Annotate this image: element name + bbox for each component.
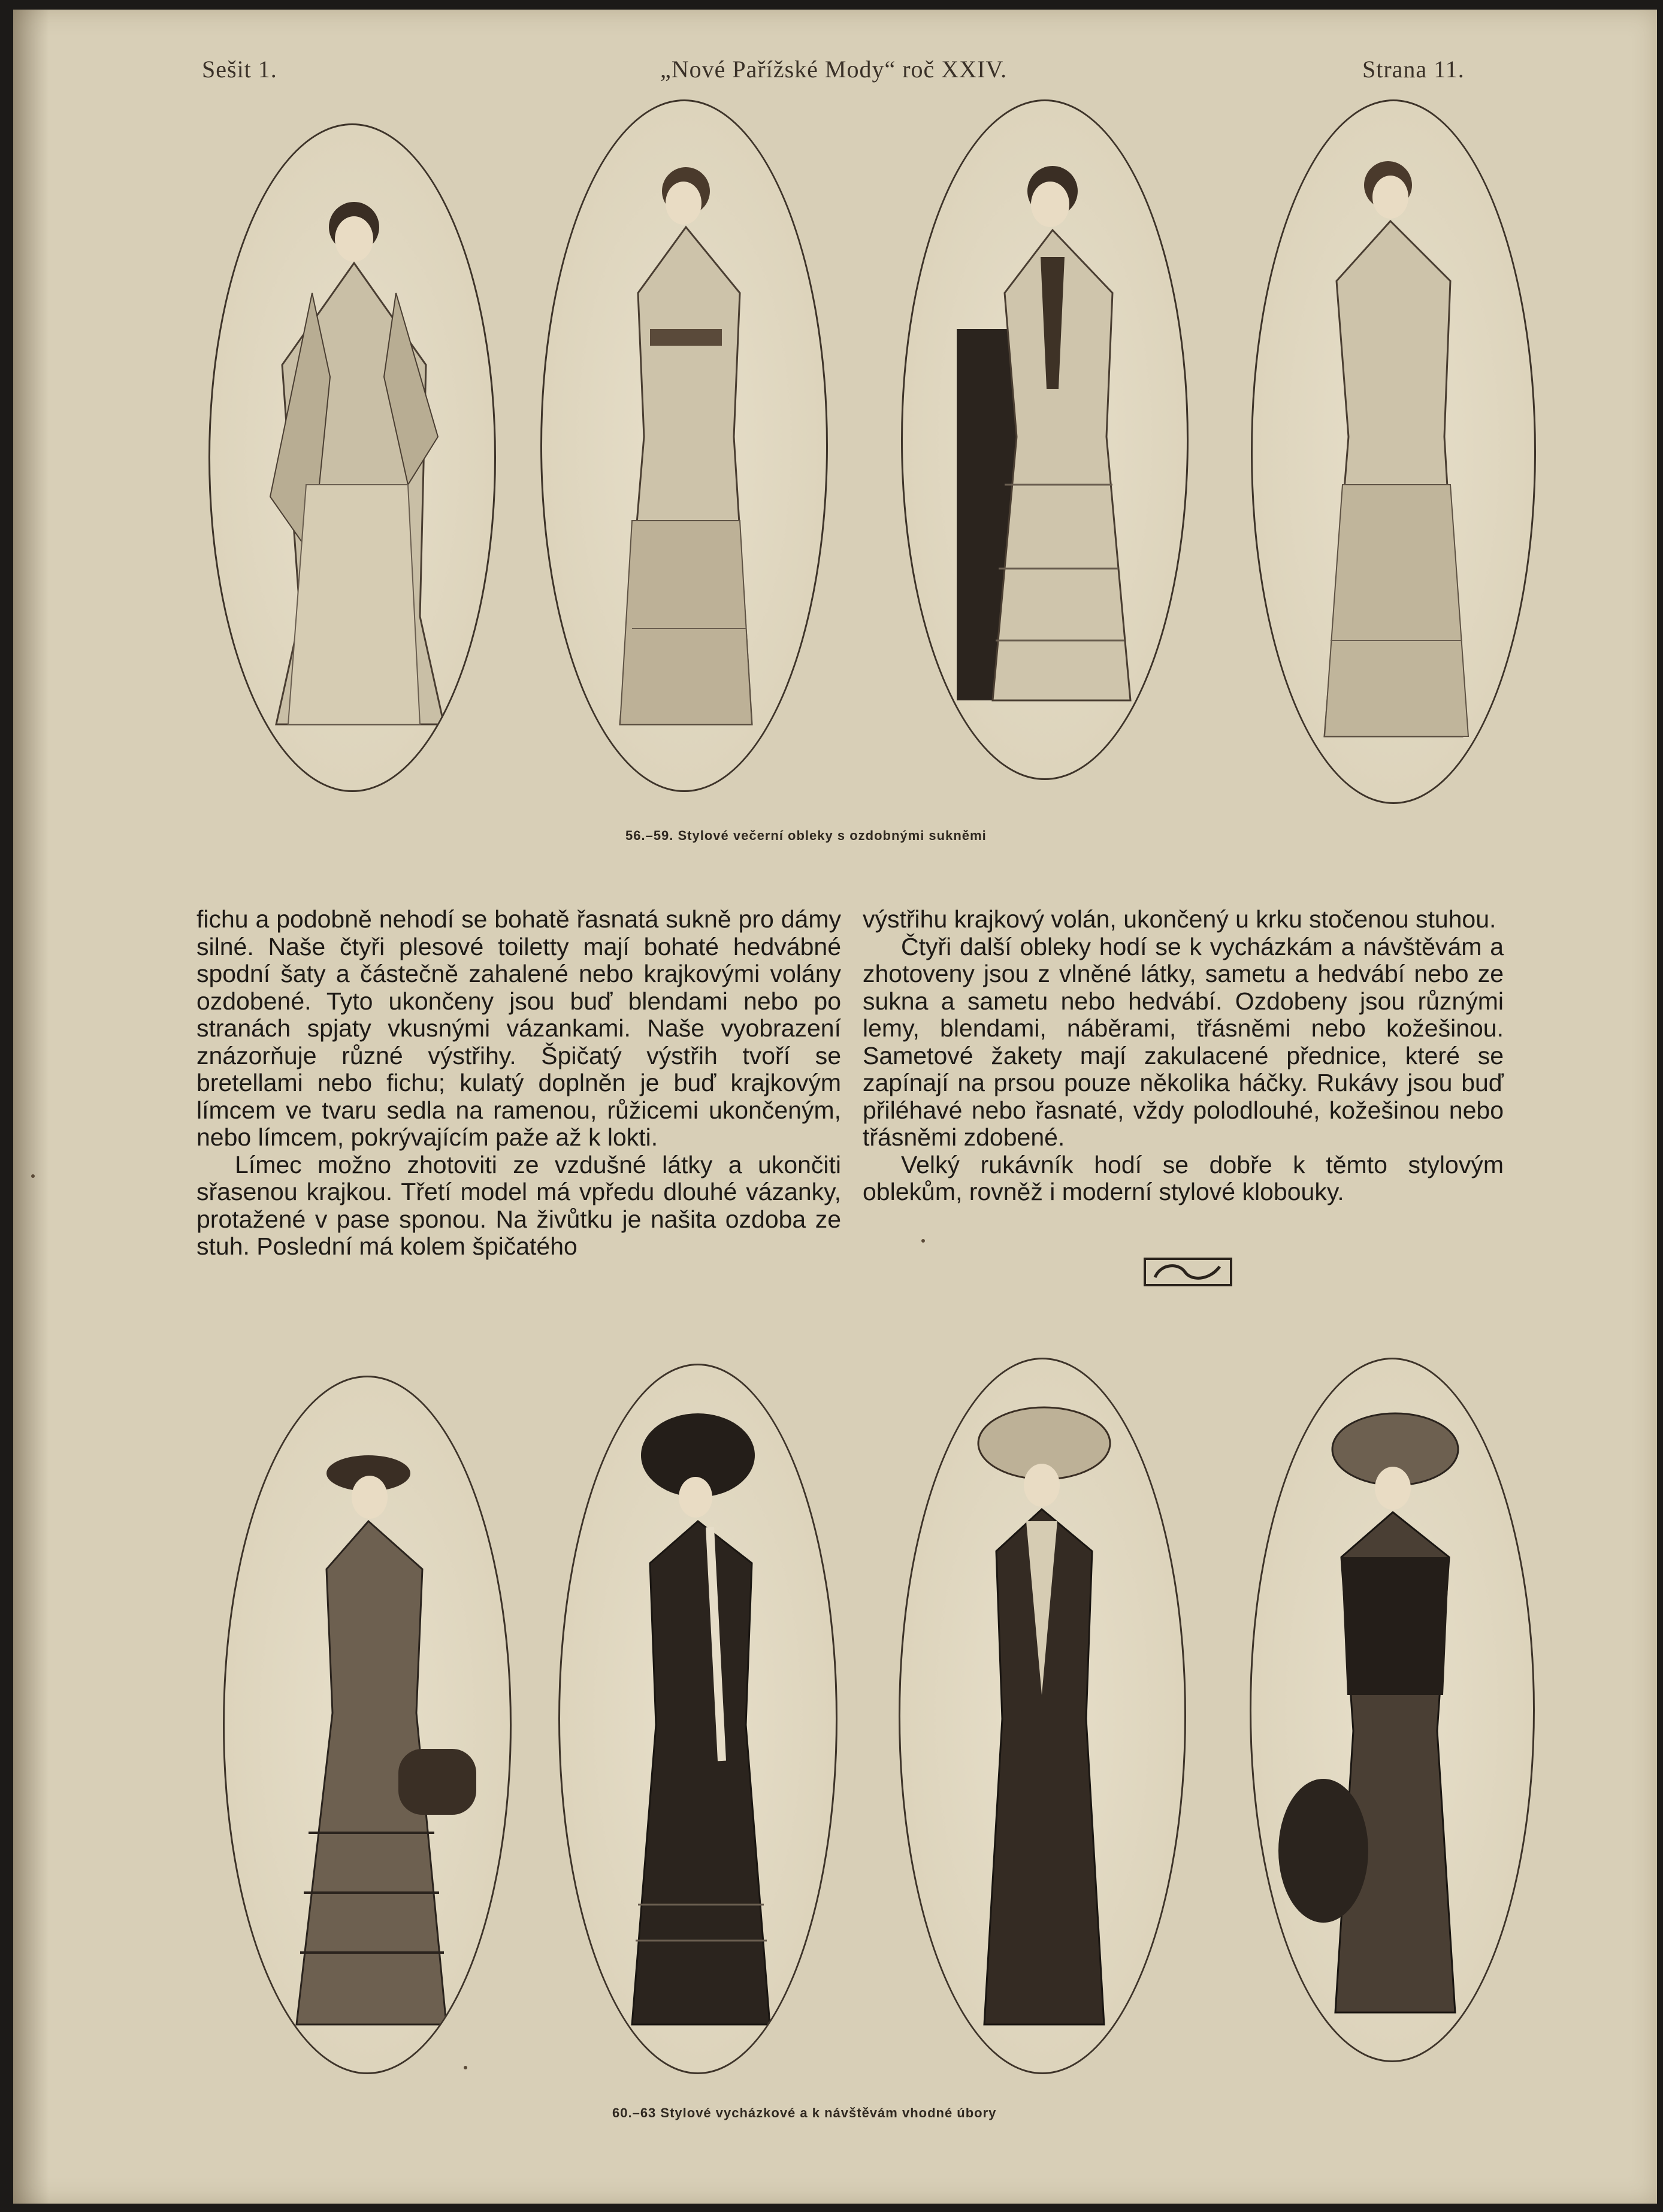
article-column-right: [863, 906, 1504, 1206]
journal-title: „Nové Pařížské Mody“ roč XXIV.: [660, 56, 1008, 83]
walking-suit-illustration: [900, 1359, 1184, 2072]
walking-suit-illustration: [225, 1377, 510, 2072]
fashion-plate-63: [1250, 1358, 1535, 2062]
paragraph: Velký rukávník hodí se dobře k těmto stylovým oblekům, rovněž i moderní stylové klobouky.: [863, 1150, 1504, 1205]
magazine-page: [13, 10, 1657, 2204]
evening-gown-illustration: [903, 101, 1187, 778]
section-end-ornament: [1143, 1257, 1233, 1287]
evening-gown-illustration: [210, 125, 494, 790]
fashion-plate-58: [901, 99, 1189, 780]
paragraph: Čtyři další obleky hodí se k vycházkám a návštěvám a zhotoveny jsou z vlněné látky, sametu a hedvábí nebo ze sukna a sametu nebo hedvábí. Ozdobeny jsou různými lemy, blendami, náběrami, třásněmi nebo kožešinou. Sametové žakety mají zakulacené přednice, které se zapínají na prsou pouze několika háčky. Rukávy jsou buď přiléhavé nebo řasnaté, vždy polodlouhé, kožešinou nebo třásněmi zdobené.: [863, 932, 1504, 1151]
evening-gown-illustration: [1253, 101, 1534, 802]
issue-number: Sešit 1.: [202, 56, 277, 83]
article-column-left: [196, 906, 841, 1261]
evening-gown-illustration: [542, 101, 826, 790]
paragraph: výstřihu krajkový volán, ukončený u krku stočenou stuhou.: [863, 905, 1496, 933]
print-speck: [464, 2066, 467, 2069]
fashion-plate-61: [558, 1364, 837, 2074]
caption-bottom: 60.–63 Stylové vycházkové a k návštěvám vhodné úbory: [612, 2105, 997, 2120]
walking-suit-illustration: [560, 1365, 836, 2072]
print-speck: [921, 1239, 925, 1243]
walking-suit-illustration: [1251, 1359, 1533, 2060]
binding-shadow: [13, 10, 49, 2204]
page-number: Strana 11.: [1362, 56, 1465, 83]
paragraph: Límec možno zhotoviti ze vzdušné látky a ukončiti sřasenou krajkou. Třetí model má vpředu dlouhé vázanky, protažené v pase sponou. Na živůtku je našita ozdoba ze stuh. Poslední má kolem špičatého: [196, 1150, 841, 1260]
fashion-plate-59: [1251, 99, 1536, 804]
caption-top: 56.–59. Stylové večerní obleky s ozdobnými sukněmi: [625, 828, 987, 843]
print-speck: [31, 1174, 35, 1178]
fashion-plate-62: [899, 1358, 1186, 2074]
fashion-plate-57: [540, 99, 828, 792]
fashion-plate-56: [208, 123, 496, 792]
fashion-plate-60: [223, 1376, 512, 2074]
paragraph: fichu a podobně nehodí se bohatě řasnatá sukně pro dámy silné. Naše čtyři plesové toiletty mají bohaté hedvábné spodní šaty a částečně zahalené nebo krajkovými volány ozdobené. Tyto ukončeny jsou buď blendami nebo po stranách spjaty vkusnými vázankami. Naše vyobrazení znázorňuje různé výstřihy. Špičatý výstřih tvoří se bretellami nebo fichu; kulatý doplněn je buď krajkovým límcem ve tvaru sedla na ramenou, růžicemi ukončeným, nebo límcem, pokrývajícím paže až k lokti.: [196, 905, 841, 1151]
